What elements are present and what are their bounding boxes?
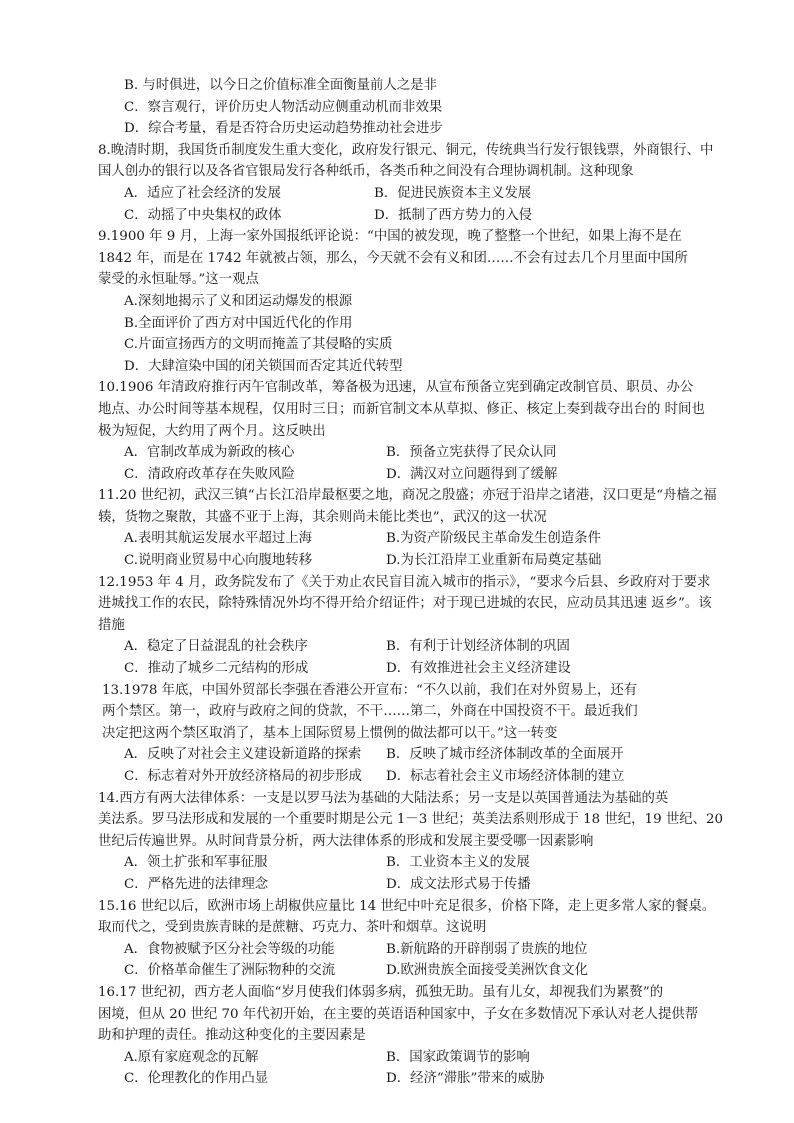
q12-option-c: C．推动了城乡二元结构的形成 (124, 661, 309, 677)
q16-option-d: D．经济“滞胀”带来的威胁 (386, 1071, 545, 1087)
q13-stem-line: 13.1978 年底，中国外贸部长李强在香港公开宣布：“不久以前，我们在对外贸易上，还有 (102, 682, 638, 698)
q16-stem-line: 16.17 世纪初，西方老人面临“岁月使我们体弱多病，孤独无助。虽有儿女，却视我们为累赘”的 (98, 984, 664, 1000)
q9-option-d: D．大肆渲染中国的闭关锁国而否定其近代转型 (124, 358, 403, 374)
question-list (98, 75, 724, 1090)
q15-stem-line: 15.16 世纪以后，欧洲市场上胡椒供应量比 14 世纪中叶充足很多，价格下降，走上更多常人家的餐桌。 (98, 898, 716, 914)
q16-stem-line: 助和护理的责任。推动这种变化的主要因素是 (98, 1028, 366, 1044)
q8-option-c: C．动摇了中央集权的政体 (124, 207, 282, 223)
q12-option-d: D．有效推进社会主义经济建设 (386, 661, 571, 677)
q15-option-d: D.欧洲贵族全面接受美洲饮食文化 (386, 963, 588, 979)
q16-stem-line: 困境，但从 20 世纪 70 年代初开始，在主要的英语语种国家中，子女在多数情况下承认对老人提供帮 (98, 1006, 699, 1022)
q16-option-c: C．伦理教化的作用凸显 (124, 1071, 269, 1087)
q10-option-c: C．清政府改革存在失败风险 (124, 466, 295, 482)
q15-options-row (98, 960, 702, 982)
q14-option-c: C．严格先进的法律理念 (124, 876, 269, 892)
q16-option-b: B．国家政策调节的影响 (386, 1049, 530, 1065)
q10-option-d: D．满汉对立问题得到了缓解 (386, 466, 558, 482)
q14-options-row (98, 874, 702, 896)
q9-stem-line: 蒙受的永恒耻辱。”这一观点 (98, 272, 259, 288)
q9-option-c: C.片面宣扬西方的文明而掩盖了其侵略的实质 (124, 337, 393, 353)
q10-option-b: B．预备立宪获得了民众认同 (386, 445, 557, 461)
q16-option-a: A.原有家庭观念的瓦解 (124, 1049, 259, 1065)
q14-stem-line: 世纪后传遍世界。从时间背景分析，两大法律体系的形成和发展主要受哪一因素影响 (98, 833, 594, 849)
q11-option-b: B.为资产阶级民主革命发生创造条件 (386, 531, 601, 547)
q14-options-row (98, 852, 702, 874)
q8-stem-line: 8.晚清时期，我国货币制度发生重大变化，政府发行银元、铜元，传统典当行发行银钱票，外商银行、中 (98, 142, 714, 158)
q8-option-a: A．适应了社会经济的发展 (124, 185, 281, 201)
q15-options-row (98, 939, 702, 961)
q8-option-d: D．抵制了西方势力的入侵 (374, 207, 533, 223)
q13-option-b: B．反映了城市经济体制改革的全面展开 (386, 747, 624, 763)
q12-stem-line: 措施 (98, 617, 125, 633)
q11-options-row (98, 528, 702, 550)
q9-stem-line: 9.1900 年 9 月，上海一家外国报纸评论说：“中国的被发现，晚了整整一个世纪，如果上海不是在 (98, 229, 682, 245)
q12-option-b: B．有利于计划经济体制的巩固 (386, 639, 570, 655)
q7-option-d: D．综合考量，看是否符合历史运动趋势推动社会进步 (124, 121, 443, 137)
q14-stem-line: 14.西方有两大法律体系：一支是以罗马法为基础的大陆法系；另一支是以英国普通法为基础的英 (98, 790, 669, 806)
q9-option-b: B.全面评价了西方对中国近代化的作用 (124, 315, 353, 331)
q12-options-row (98, 658, 702, 680)
q13-option-c: C．标志着对外开放经济格局的初步形成 (124, 769, 362, 784)
q14-option-d: D．成文法形式易于传播 (386, 876, 531, 892)
q8-options-row (98, 205, 702, 227)
q15-stem-line: 取而代之，受到贵族青睐的是蔗糖、巧克力、茶叶和烟草。这说明 (98, 920, 487, 936)
q9-option-a: A.深刻地揭示了义和团运动爆发的根源 (124, 293, 353, 309)
q8-option-b: B．促进民族资本主义发展 (374, 185, 532, 201)
q12-options-row (98, 636, 702, 658)
q7-option-c: C．察言观行，评价历史人物活动应侧重动机而非效果 (124, 99, 443, 115)
q15-option-c: C．价格革命催生了洲际物种的交流 (124, 963, 336, 979)
q14-stem-line: 美法系。罗马法形成和发展的一个重要时期是公元 1－3 世纪；英美法系则形成于 18 世纪，19 世纪、20 (98, 812, 724, 828)
q10-stem-line: 10.1906 年清政府推行丙午官制改革，筹备极为迅速，从宣布预备立宪到确定改制官员、职员、办公 (98, 380, 694, 396)
q11-options-row (98, 550, 702, 572)
q14-option-a: A．领土扩张和军事征服 (124, 855, 268, 871)
q13-options-row (98, 766, 702, 788)
q16-options-row (98, 1047, 702, 1069)
q12-stem-line: 12.1953 年 4 月，政务院发布了《关于劝止农民盲目流入城市的指示》，“要求今后县、乡政府对于要求 (98, 574, 711, 590)
q11-option-c: C.说明商业贸易中心向腹地转移 (124, 553, 313, 569)
q10-options-row (98, 464, 702, 486)
q12-stem-line: 进城找工作的农民，除特殊情况外均不得开给介绍证件；对于现已进城的农民，应动员其迅速 返乡”。该 (98, 596, 712, 612)
q15-option-b: B.新航路的开辟削弱了贵族的地位 (386, 941, 588, 957)
q8-options-row (98, 183, 702, 205)
q11-stem-line: 辏，货物之聚散，其盛不亚于上海，其余则尚未能比类也”，武汉的这一状况 (98, 509, 547, 525)
q12-option-a: A．稳定了日益混乱的社会秩序 (124, 639, 308, 655)
q15-option-a: A．食物被赋予区分社会等级的功能 (124, 941, 335, 957)
q13-stem-line: 决定把这两个禁区取消了，基本上国际贸易上惯例的做法都可以干。”这一转变 (102, 725, 558, 741)
q8-stem-line: 国人创办的银行以及各省官银局发行各种纸币，各类币种之间没有合理协调机制。这种现象 (98, 164, 634, 180)
q14-option-b: B．工业资本主义的发展 (386, 855, 530, 871)
q9-stem-line: 1842 年，而是在 1742 年就被占领，那么，今天就不会有义和团……不会有过去几个月里面中国所 (98, 250, 688, 266)
q11-option-a: A.表明其航运发展水平超过上海 (124, 531, 313, 547)
q10-option-a: A．官制改革成为新政的核心 (124, 445, 295, 461)
q16-options-row (98, 1068, 702, 1090)
q11-stem-line: 11.20 世纪初，武汉三镇“占长江沿岸最枢要之地，商况之殷盛；亦冠于沿岸之诸港，汉口更是“舟樯之福 (98, 488, 717, 504)
q10-stem-line: 地点、办公时间等基本规程，仅用时三日；而新官制文本从草拟、修正、核定上奏到裁夺出台的 时间也 (98, 401, 705, 417)
q10-stem-line: 极为短促，大约用了两个月。这反映出 (98, 423, 326, 439)
q13-options-row (98, 744, 702, 766)
q13-option-d: D．标志着社会主义市场经济体制的建立 (386, 769, 625, 784)
q13-option-a: A．反映了对社会主义建设新道路的探索 (124, 747, 362, 763)
q13-stem-line: 两个禁区。第一，政府与政府之间的贷款，不干……第二，外商在中国投资不干。最近我们 (102, 704, 638, 720)
q10-options-row (98, 442, 702, 464)
q11-option-d: D.为长江沿岸工业重新布局奠定基础 (386, 553, 602, 569)
q7-option-b: B. 与时俱进，以今日之价值标准全面衡量前人之是非 (124, 78, 437, 93)
